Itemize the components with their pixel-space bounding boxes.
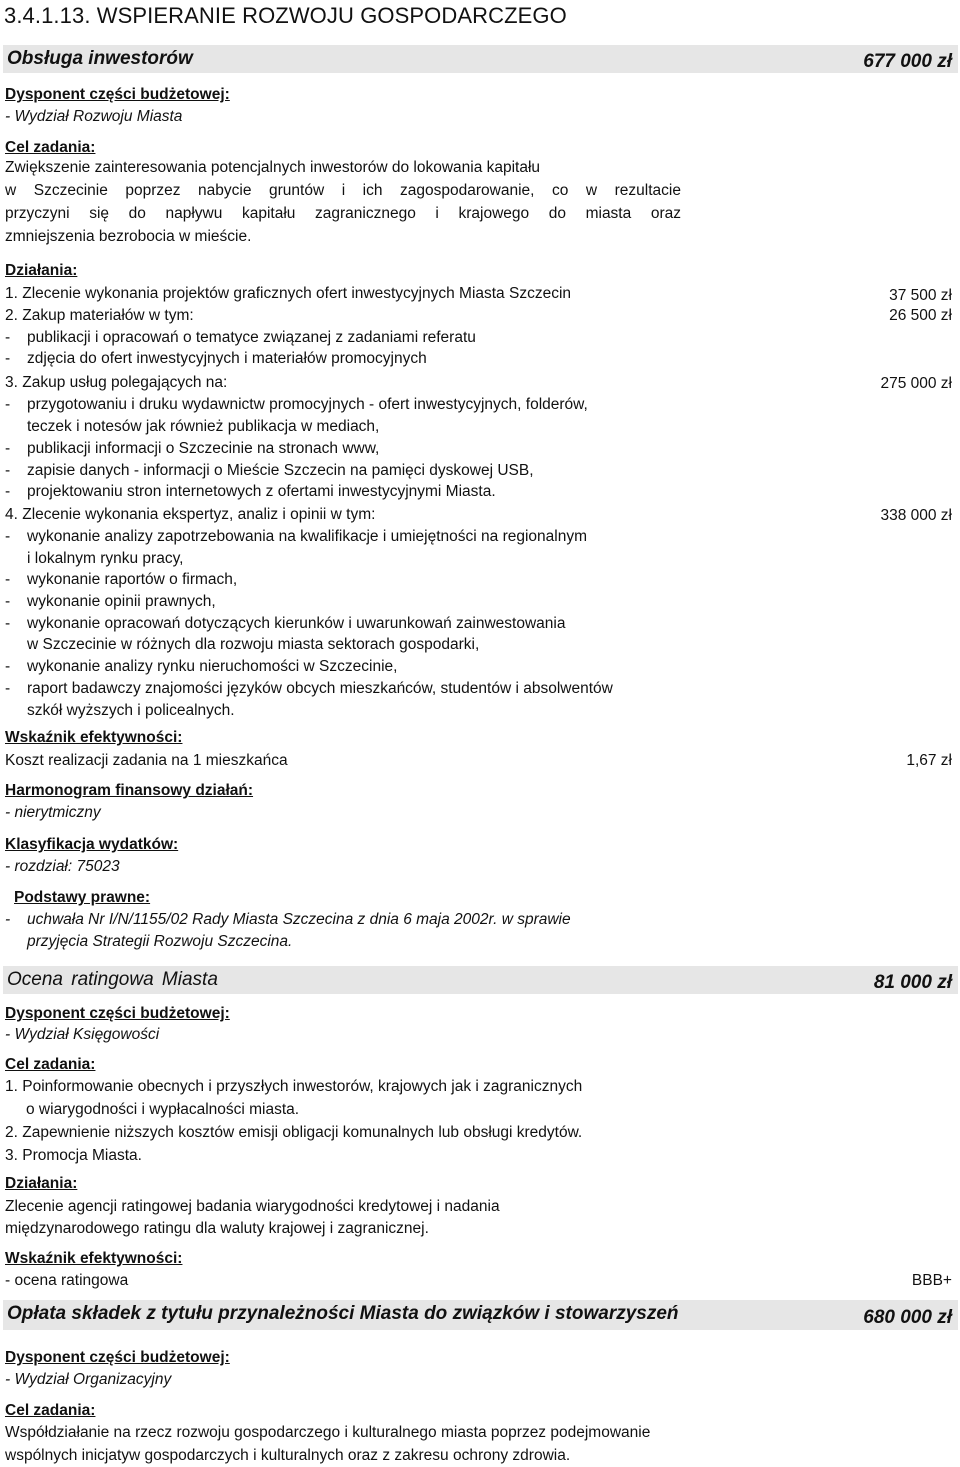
- page-title: 3.4.1.13. WSPIERANIE ROZWOJU GOSPODARCZEGO: [4, 3, 567, 28]
- dzialania-line: Zlecenie agencji ratingowej badania wiarygodności kredytowej i nadania: [5, 1198, 500, 1215]
- action-amount: 26 500 zł: [889, 307, 952, 324]
- dzialania-label: Działania:: [5, 1175, 78, 1192]
- action-text: Zakup materiałów w tym:: [22, 307, 194, 324]
- klasyfikacja-value: - rozdział: 75023: [5, 858, 120, 875]
- action-subitem: - projektowaniu stron internetowych z ofertami inwestycyjnymi Miasta.: [5, 483, 496, 500]
- action-subitem: - publikacji informacji o Szczecinie na stronach www,: [5, 440, 380, 457]
- dysponent-value: - Wydział Księgowości: [5, 1026, 160, 1043]
- cel-line: przyczyni się do napływu kapitału zagranicznego i krajowego do miasta oraz: [5, 205, 681, 222]
- action-subitem: - wykonanie analizy rynku nieruchomości w Szczecinie,: [5, 658, 398, 675]
- cel-item-cont: o wiarygodności i wypłacalności miasta.: [26, 1101, 300, 1118]
- cel-item: 3. Promocja Miasta.: [5, 1147, 142, 1164]
- dysponent-label: Dysponent części budżetowej:: [5, 1349, 230, 1366]
- wskaznik-text: - ocena ratingowa: [5, 1272, 129, 1289]
- action-text: Zlecenie wykonania projektów graficznych ofert inwestycyjnych Miasta Szczecin: [22, 285, 572, 302]
- action-subitem: - raport badawczy znajomości języków obcych mieszkańców, studentów i absolwentów: [5, 680, 613, 697]
- cel-label: Cel zadania:: [5, 139, 96, 156]
- action-number: 2.: [5, 307, 18, 324]
- dysponent-label: Dysponent części budżetowej:: [5, 1005, 230, 1022]
- podstawy-label: Podstawy prawne:: [14, 889, 151, 906]
- action-number: 1.: [5, 285, 18, 302]
- section-amount: 677 000 zł: [863, 51, 952, 72]
- section-title: Obsługa inwestorów: [7, 48, 193, 69]
- section-header-oplata: [3, 1300, 958, 1330]
- action-subitem: - wykonanie analizy zapotrzebowania na kwalifikacje i umiejętności na regionalnym: [5, 528, 588, 545]
- action-item: [5, 285, 571, 303]
- dzialania-line: międzynarodowego ratingu dla waluty krajowej i zagranicznej.: [5, 1220, 429, 1237]
- action-amount: 338 000 zł: [880, 507, 952, 524]
- cel-label: Cel zadania:: [5, 1402, 96, 1419]
- action-subitem: - zdjęcia do ofert inwestycyjnych i materiałów promocyjnych: [5, 350, 427, 367]
- dzialania-label: Działania:: [5, 262, 78, 279]
- dysponent-label: Dysponent części budżetowej:: [5, 86, 230, 103]
- cel-item: 1. Poinformowanie obecnych i przyszłych inwestorów, krajowych jak i zagranicznych: [5, 1078, 583, 1095]
- podstawy-line: - uchwała Nr I/N/1155/02 Rady Miasta Szczecina z dnia 6 maja 2002r. w sprawie: [5, 911, 571, 928]
- action-subitem: - wykonanie opinii prawnych,: [5, 593, 216, 610]
- wskaznik-text: Koszt realizacji zadania na 1 mieszkańca: [5, 752, 288, 769]
- wskaznik-label: Wskaźnik efektywności:: [5, 1250, 183, 1267]
- section-amount: 81 000 zł: [873, 972, 952, 993]
- section-header-ocena: [3, 966, 958, 994]
- action-number: 4.: [5, 506, 18, 523]
- cel-line: wspólnych inicjatyw gospodarczych i kulturalnych oraz z zakresu ochrony zdrowia.: [5, 1447, 571, 1464]
- action-amount: 37 500 zł: [889, 287, 952, 304]
- harmonogram-label: Harmonogram finansowy działań:: [5, 782, 254, 799]
- action-text: Zakup usług polegających na:: [22, 374, 228, 391]
- action-item: [5, 307, 194, 325]
- action-subitem: - zapisie danych - informacji o Mieście Szczecin na pamięci dyskowej USB,: [5, 462, 534, 479]
- action-item: [5, 506, 375, 524]
- section-title: Ocena ratingowa Miasta: [7, 969, 218, 990]
- action-subitem: - publikacji i opracowań o tematyce związanej z zadaniami referatu: [5, 329, 476, 346]
- cel-item: 2. Zapewnienie niższych kosztów emisji obligacji komunalnych lub obsługi kredytów.: [5, 1124, 583, 1141]
- section-header-obsluga: [3, 45, 958, 73]
- section-title: Opłata składek z tytułu przynależności Miasta do związków i stowarzyszeń: [7, 1303, 679, 1324]
- section-amount: 680 000 zł: [863, 1307, 952, 1328]
- action-item: [5, 374, 227, 392]
- action-subitem: i lokalnym rynku pracy,: [27, 550, 184, 567]
- dysponent-value: - Wydział Rozwoju Miasta: [5, 108, 183, 125]
- action-number: 3.: [5, 374, 18, 391]
- cel-line: Współdziałanie na rzecz rozwoju gospodarczego i kulturalnego miasta poprzez podejmowanie: [5, 1424, 651, 1441]
- action-subitem: - wykonanie raportów o firmach,: [5, 571, 238, 588]
- wskaznik-label: Wskaźnik efektywności:: [5, 729, 183, 746]
- cel-line: zmniejszenia bezrobocia w mieście.: [5, 228, 252, 245]
- klasyfikacja-label: Klasyfikacja wydatków:: [5, 836, 179, 853]
- dysponent-value: - Wydział Organizacyjny: [5, 1371, 172, 1388]
- action-amount: 275 000 zł: [880, 375, 952, 392]
- action-subitem: - przygotowaniu i druku wydawnictw promocyjnych - ofert inwestycyjnych, folderów,: [5, 396, 588, 413]
- action-subitem: teczek i notesów jak również publikacja w mediach,: [27, 418, 380, 435]
- cel-line: w Szczecinie poprzez nabycie gruntów i ich zagospodarowanie, co w rezultacie: [5, 182, 681, 199]
- wskaznik-value: 1,67 zł: [906, 752, 952, 769]
- wskaznik-value: BBB+: [911, 1272, 952, 1289]
- harmonogram-value: - nierytmiczny: [5, 804, 101, 821]
- action-text: Zlecenie wykonania ekspertyz, analiz i opinii w tym:: [22, 506, 376, 523]
- podstawy-line: przyjęcia Strategii Rozwoju Szczecina.: [27, 933, 293, 950]
- cel-label: Cel zadania:: [5, 1056, 96, 1073]
- action-subitem: - wykonanie opracowań dotyczących kierunków i uwarunkowań zainwestowania: [5, 615, 566, 632]
- action-subitem: szkół wyższych i policealnych.: [27, 702, 235, 719]
- cel-line: Zwiększenie zainteresowania potencjalnych inwestorów do lokowania kapitału: [5, 159, 541, 176]
- action-subitem: w Szczecinie w różnych dla rozwoju miasta sektorach gospodarki,: [27, 636, 480, 653]
